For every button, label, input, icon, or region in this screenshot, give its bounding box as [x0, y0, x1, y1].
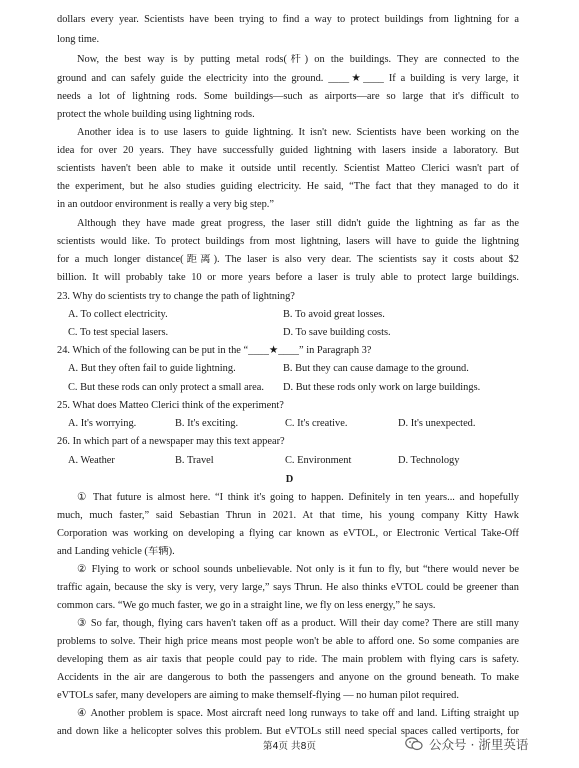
answer-option[interactable]: C. To test special lasers.: [68, 327, 169, 338]
question-stem: 23. Why do scientists try to change the path of lightning?: [57, 291, 295, 302]
passage-line: traffic again, because the sky is very, very large,” says Thrun. He also thinks eVTOL could be greener than: [57, 582, 519, 593]
passage-line: ① That future is almost here. “I think it's going to happen. Definitely in ten years... and hopefully: [77, 492, 519, 503]
answer-option[interactable]: C. It's creative.: [285, 418, 348, 429]
passage-line: ground and can safely guide the electricity into the ground. ____★____ If a building is very large, it: [57, 73, 519, 84]
passage-line: eVTOLs safer, many developers are aiming to make themself-flying — no human pilot required.: [57, 690, 459, 701]
answer-option[interactable]: D. To save building costs.: [283, 327, 391, 338]
passage-line: developing them as air taxis that people could pay to ride. The main problem with flying cars is safety.: [57, 654, 519, 665]
passage-line: and down like a helicopter solves this problem. But eVTOLs still need special spaces called vertiports, for: [57, 726, 519, 737]
question-stem: 24. Which of the following can be put in the “____★____” in Paragraph 3?: [57, 345, 372, 356]
question-stem: 26. In which part of a newspaper may this text appear?: [57, 436, 285, 447]
answer-option[interactable]: B. Travel: [175, 455, 214, 466]
passage-line: ③ So far, though, flying cars haven't taken off as a product. Will their day come? There are still many: [77, 618, 519, 629]
passage-line: idea for over 20 years. They have successfully guided lightning with lasers inside a laboratory. But: [57, 145, 519, 156]
passage-line: scientists haven't been able to make it outside until recently. Scientist Matteo Clerici wasn't part of: [57, 163, 519, 174]
passage-line: common cars. “We go much faster, we go in a straight line, we fly on less energy,” he says.: [57, 600, 436, 611]
passage-line: the experiment, but he also studies guiding electricity. He said, “The fact that they managed to do it: [57, 181, 519, 192]
question-stem: 25. What does Matteo Clerici think of the experiment?: [57, 400, 284, 411]
answer-option[interactable]: C. But these rods can only protect a small area.: [68, 382, 264, 393]
answer-option[interactable]: B. But they can cause damage to the ground.: [283, 363, 469, 374]
answer-option[interactable]: A. To collect electricity.: [68, 309, 168, 320]
watermark: [405, 735, 528, 753]
answer-option[interactable]: B. To avoid great losses.: [283, 309, 385, 320]
passage-line: scientists would like. To protect buildings from most lightning, lasers will have to guide the lightning: [57, 236, 519, 247]
answer-option[interactable]: A. But they often fail to guide lightning.: [68, 363, 236, 374]
passage-line: for a much longer distance(距离). The laser is also very dear. The scientists say it costs about $2: [57, 254, 519, 265]
passage-line: Accidents in the air are dangerous to both the passengers and anyone on the ground beneath. To make: [57, 672, 519, 683]
answer-option[interactable]: D. But these rods only work on large buildings.: [283, 382, 481, 393]
passage-line: ④ Another problem is space. Most aircraft need long runways to take off and land. Lifting straight up: [77, 708, 519, 719]
answer-option[interactable]: B. It's exciting.: [175, 418, 239, 429]
section-heading: D: [285, 474, 294, 485]
passage-line: Corporation was working on developing a flying car known as eVTOL, or Electronic Vertical Take-Off: [57, 528, 519, 539]
passage-line: Another idea is to use lasers to guide lightning. It isn't new. Scientists have been working on the: [77, 127, 519, 138]
passage-line: protect the whole building using lightning rods.: [57, 109, 255, 120]
passage-line: billion. It will probably take 10 or more years before a laser is truly able to protect large buildings.: [57, 272, 519, 283]
passage-line: ② Flying to work or school sounds unbelievable. Not only is it fun to fly, but “there would never be: [77, 564, 519, 575]
answer-option[interactable]: C. Environment: [285, 455, 352, 466]
passage-line: Although they have made great progress, the laser still didn't guide the lightning as far as the: [77, 218, 519, 229]
passage-line: Now, the best way is by putting metal rods(杆) on the buildings. They are connected to the: [77, 54, 519, 65]
passage-line: needs a lot of lightning rods. Some buildings—such as airports—are so large that it's difficult to: [57, 91, 519, 102]
passage-line: dollars every year. Scientists have been trying to find a way to protect buildings from lightning for a: [57, 14, 519, 25]
answer-option[interactable]: A. Weather: [68, 455, 115, 466]
answer-option[interactable]: A. It's worrying.: [68, 418, 137, 429]
wechat-icon: [405, 737, 423, 751]
watermark-text: 公众号 · 浙里英语: [429, 737, 529, 752]
page-number: 第4页 共8页: [262, 741, 317, 752]
passage-line: in an outdoor environment is really a very big step.”: [57, 199, 274, 210]
passage-line: long time.: [57, 34, 100, 45]
answer-option[interactable]: D. Technology: [398, 455, 460, 466]
passage-line: problems to solve. Their high price means most people won't be able to afford one. So some companies are: [57, 636, 519, 647]
answer-option[interactable]: D. It's unexpected.: [398, 418, 476, 429]
passage-line: much, much faster,” said Sebastian Thrun in 2021. At that time, his young company Kitty Hawk: [57, 510, 519, 521]
passage-line: and Landing vehicle (车辆).: [57, 546, 175, 557]
